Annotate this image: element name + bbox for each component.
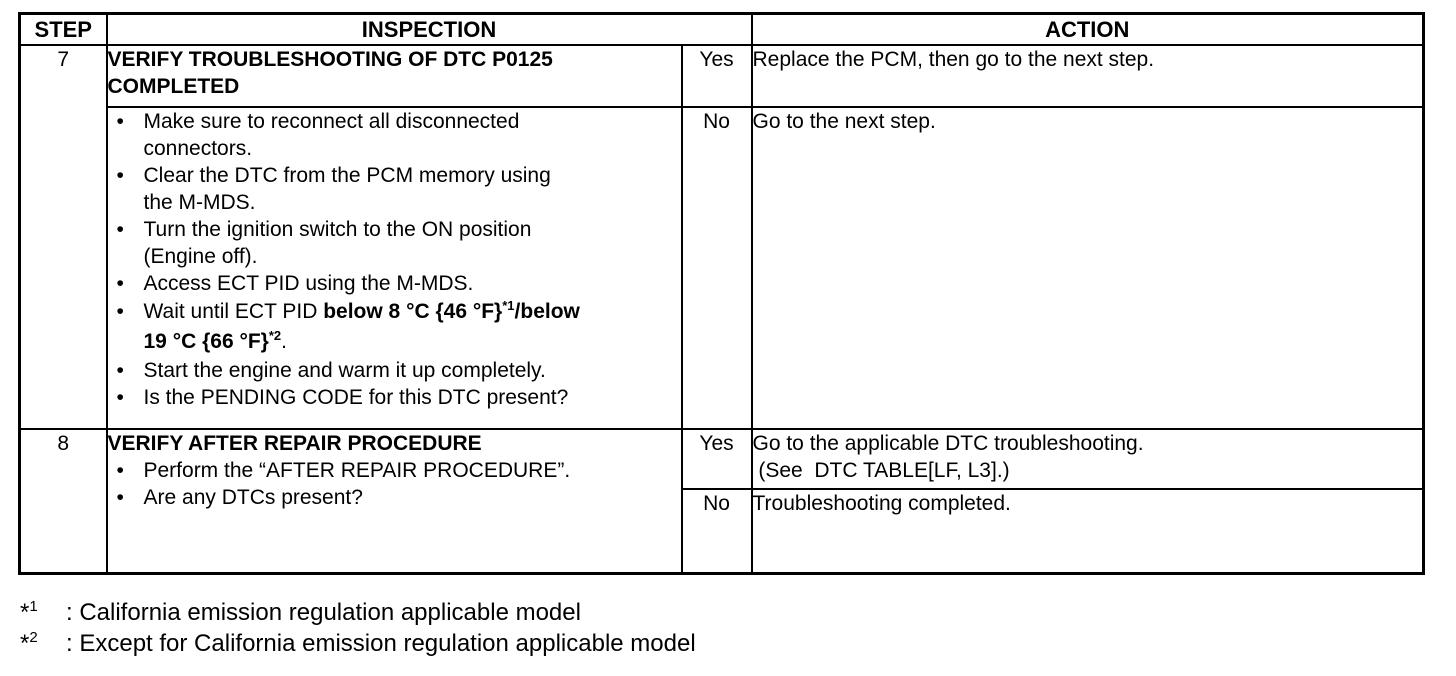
list-item [108,216,681,270]
bullet-icon: • [116,300,124,323]
temp-threshold: 19 °C {66 °F} [143,330,269,353]
footnotes [20,597,696,659]
table-row [20,107,1424,429]
temp-threshold: below 8 °C {46 °F} [323,300,503,323]
bullet-icon: • [116,164,124,187]
bullet-icon: • [116,386,124,409]
list-item [108,270,681,297]
item-text: connectors. [143,137,253,160]
yes-action [752,429,1424,489]
table-row [20,429,1424,489]
inspection-steps [107,107,682,429]
title-line: COMPLETED [107,75,240,98]
list-item [108,108,681,162]
item-text: Are any DTCs present? [143,486,363,509]
item-text: Turn the ignition switch to the ON position [143,218,532,241]
item-text: Access ECT PID using the M-MDS. [143,272,474,295]
footnote-ref: *1 [502,298,515,313]
no-action: Go to the next step. [752,107,1424,429]
footnote-text: : Except for California emission regulation applicable model [66,630,696,657]
no-label: No [682,489,752,573]
header-row [20,14,1424,46]
list-item [108,484,681,511]
list-item [108,457,681,484]
step-number: 8 [20,429,107,573]
yes-label: Yes [682,429,752,489]
footnote [20,628,696,659]
list-item [108,357,681,384]
action-text: Go to the applicable DTC troubleshooting. [752,432,1144,455]
footnote-text: : California emission regulation applicable model [66,599,581,626]
no-action: Troubleshooting completed. [752,489,1424,573]
item-text: (Engine off). [143,245,258,268]
item-text: Make sure to reconnect all disconnected [143,110,520,133]
bullet-icon: • [116,486,124,509]
inspection-title: VERIFY AFTER REPAIR PROCEDURE [107,432,482,455]
yes-action: Replace the PCM, then go to the next step. [752,45,1424,107]
troubleshooting-sheet [18,12,1422,576]
footnote-mark: *$^2$ [20,629,38,657]
item-text: Perform the “AFTER REPAIR PROCEDURE”. [143,459,571,482]
list-item [108,297,681,357]
footnote-ref: *2 [268,328,282,343]
yes-label: Yes [682,45,752,107]
bullet-icon: • [116,359,124,382]
item-text: Clear the DTC from the PCM memory using [143,164,551,187]
troubleshooting-table [18,12,1425,575]
list-item [108,162,681,216]
item-text: Wait until ECT PID [143,300,324,323]
no-label: No [682,107,752,429]
list-item [108,384,681,411]
bullet-icon: • [116,218,124,241]
inspection-cell [107,429,682,573]
table-row [20,45,1424,107]
item-text: . [281,330,287,353]
footnote [20,597,696,628]
bullet-icon: • [116,459,124,482]
bullet-icon: • [116,272,124,295]
inspection-title [107,45,682,107]
dtc-table-reference: (See DTC TABLE[LF, L3].) [752,459,1010,482]
inspection-header: INSPECTION [107,14,752,46]
item-text: /below [514,300,580,323]
action-header: ACTION [752,14,1424,46]
item-text: Start the engine and warm it up completely. [143,359,546,382]
item-text: Is the PENDING CODE for this DTC present? [143,386,569,409]
step-number: 7 [20,45,107,429]
step-header: STEP [20,14,107,46]
bullet-icon: • [116,110,124,133]
footnote-mark: *$^1$ [20,598,38,626]
item-text: the M-MDS. [143,191,256,214]
title-line: VERIFY TROUBLESHOOTING OF DTC P0125 [107,48,553,71]
